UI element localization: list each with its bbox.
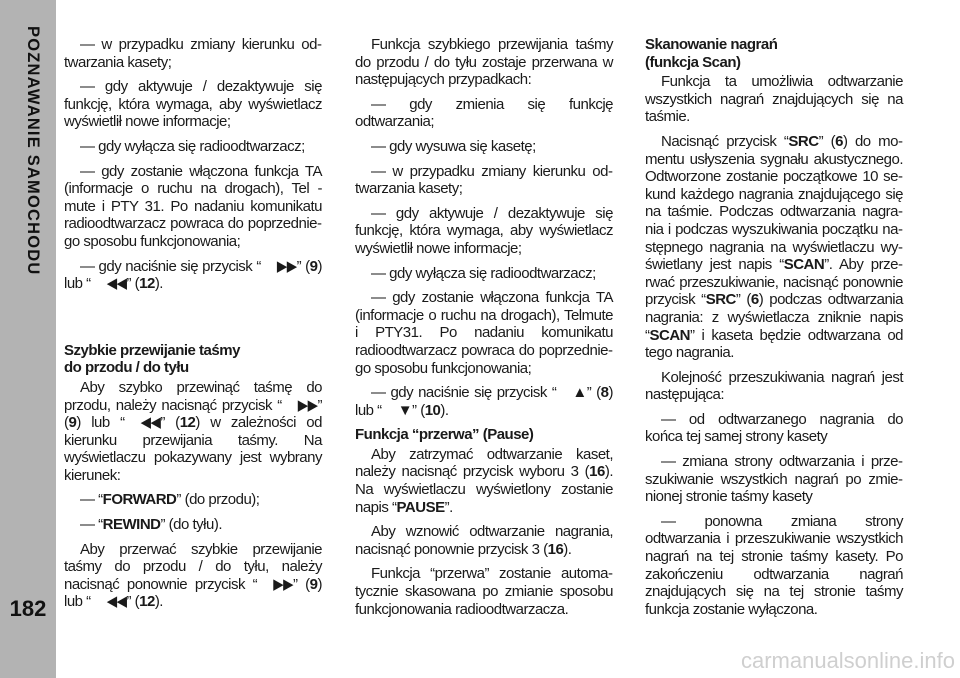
paragraph: Nacisnąć przycisk “SRC” (6) do momentu usłyszenia sygnału akustycznego. Odtworzone zostanie początkowe 10 sekund każdego nagrania znajdującego się na taśmie. Podczas odtwarzania nagrania i podczas wyszukiwania początku następnego nagrania na wyświetlaczu wyświetlany jest napis “SCAN”. Aby przerwać przeszukiwanie, nacisnąć ponownie przycisk “SRC” (6) podczas odtwarzania nagrania: z wyświetlacza zniknie napis “SCAN” i kaseta będzie odtwarzana od tego nagrania. bbox=[645, 132, 903, 362]
rewind-icon: ◀◀ bbox=[140, 414, 161, 432]
page-number: 182 bbox=[9, 596, 47, 621]
section-title-vertical bbox=[14, 26, 42, 586]
paragraph: Aby szybko przewinąć taśmę do przodu, należy nacisnąć przycisk “ ▶▶” (9) lub “ ◀◀” (12) w zależności od kierunku przewijania taśmy. Na wyświetlaczu pokazywany jest wybrany kierunek: bbox=[64, 378, 322, 484]
paragraph: Funkcja szybkiego przewijania taśmy do przodu / do tyłu zostaje przerwana w następujących przypadkach: bbox=[355, 36, 613, 89]
spacer bbox=[64, 300, 322, 342]
paragraph: — gdy aktywuje / dezaktywuje się funkcję, która wymaga, aby wyświetlacz wyświetlił nowe informacje; bbox=[64, 78, 322, 131]
paragraph: — gdy wyłącza się radioodtwarzacz; bbox=[371, 264, 596, 282]
section-title: POZNAWANIE SAMOCHODU bbox=[24, 26, 42, 276]
forward-icon: ▶▶ bbox=[273, 575, 293, 593]
paragraph: — gdy zostanie włączona funkcja TA (informacje o ruchu na drogach), Tel - mute i PTY 31. Po nadaniu komunikatu radioodtwarzacz powraca do poprzedniego sposobu funkcjonowania; bbox=[64, 162, 322, 250]
sidebar-band bbox=[0, 0, 56, 678]
section-heading: Funkcja “przerwa” (Pause) bbox=[355, 426, 534, 444]
paragraph: Aby wznowić odtwarzanie nagrania, nacisnąć ponownie przycisk 3 (16). bbox=[355, 523, 613, 558]
paragraph: — gdy naciśnie się przycisk “ ▶▶” (9) lub “ ◀◀” (12). bbox=[64, 257, 322, 293]
paragraph: Funkcja ta umożliwia odtwarzanie wszystkich nagrań znajdujących się na taśmie. bbox=[645, 73, 903, 126]
rewind-icon: ◀◀ bbox=[106, 593, 127, 611]
paragraph: Kolejność przeszukiwania nagrań jest następująca: bbox=[645, 368, 903, 404]
rewind-icon: ◀◀ bbox=[106, 275, 127, 293]
forward-icon: ▶▶ bbox=[276, 257, 297, 275]
paragraph: — gdy naciśnie się przycisk “ ▲” (8) lub “ ▼” (10). bbox=[355, 384, 613, 419]
paragraph: — gdy zmienia się funkcję odtwarzania; bbox=[355, 95, 613, 131]
paragraph: — gdy zostanie włączona funkcja TA (informacje o ruchu na drogach), Telmute i PTY31. Po nadaniu komunikatu radioodtwarzacz powraca do poprzedniego sposobu funkcjonowania; bbox=[355, 289, 613, 377]
section-heading: Skanowanie nagrań (funkcja Scan) bbox=[645, 36, 778, 71]
paragraph: — w przypadku zmiany kierunku odtwarzania kasety; bbox=[355, 162, 613, 198]
paragraph: — w przypadku zmiany kierunku odtwarzania kasety; bbox=[64, 36, 322, 71]
paragraph: — “FORWARD” (do przodu); bbox=[80, 491, 260, 509]
paragraph: — “REWIND” (do tyłu). bbox=[80, 516, 223, 534]
forward-icon: ▶▶ bbox=[297, 396, 318, 414]
paragraph: — od odtwarzanego nagrania do końca tej samej strony kasety bbox=[645, 410, 903, 446]
paragraph: — zmiana strony odtwarzania i przeszukiwanie wszystkich nagrań po zmienionej stronie taśmy kasety bbox=[645, 453, 903, 506]
text-column-3 bbox=[645, 36, 903, 625]
down-arrow-icon: ▼ bbox=[397, 401, 413, 419]
up-arrow-icon: ▲ bbox=[572, 384, 587, 402]
text-column-1 bbox=[64, 36, 322, 618]
section-heading: Szybkie przewijanie taśmy do przodu / do tyłu bbox=[64, 341, 240, 377]
paragraph: Aby zatrzymać odtwarzanie kaset, należy nacisnąć przycisk wyboru 3 (16). Na wyświetlaczu wyświetlony zostanie napis “PAUSE”. bbox=[355, 445, 613, 516]
paragraph: — ponowna zmiana strony odtwarzania i przeszukiwanie wszystkich nagrań na tej stronie taśmy kasety. Po zakończeniu odtwarzania nagrań znajdujących się na tej stronie taśmy funkcja zostanie wyłączona. bbox=[645, 512, 903, 618]
paragraph: — gdy wyłącza się radioodtwarzacz; bbox=[80, 137, 305, 155]
watermark: carmanualsonline.info bbox=[740, 648, 955, 673]
paragraph: — gdy wysuwa się kasetę; bbox=[371, 137, 536, 155]
paragraph: — gdy aktywuje / dezaktywuje się funkcję, która wymaga, aby wyświetlacz wyświetlił nowe informacje; bbox=[355, 204, 613, 257]
paragraph: Aby przerwać szybkie przewijanie taśmy do przodu / do tyłu, należy nacisnąć ponownie przycisk “ ▶▶” (9) lub “ ◀◀” (12). bbox=[64, 540, 322, 611]
text-column-2 bbox=[355, 36, 613, 625]
paragraph: Funkcja “przerwa” zostanie automatycznie skasowana po zmianie sposobu funkcjonowania radioodtwarzacza. bbox=[355, 565, 613, 618]
